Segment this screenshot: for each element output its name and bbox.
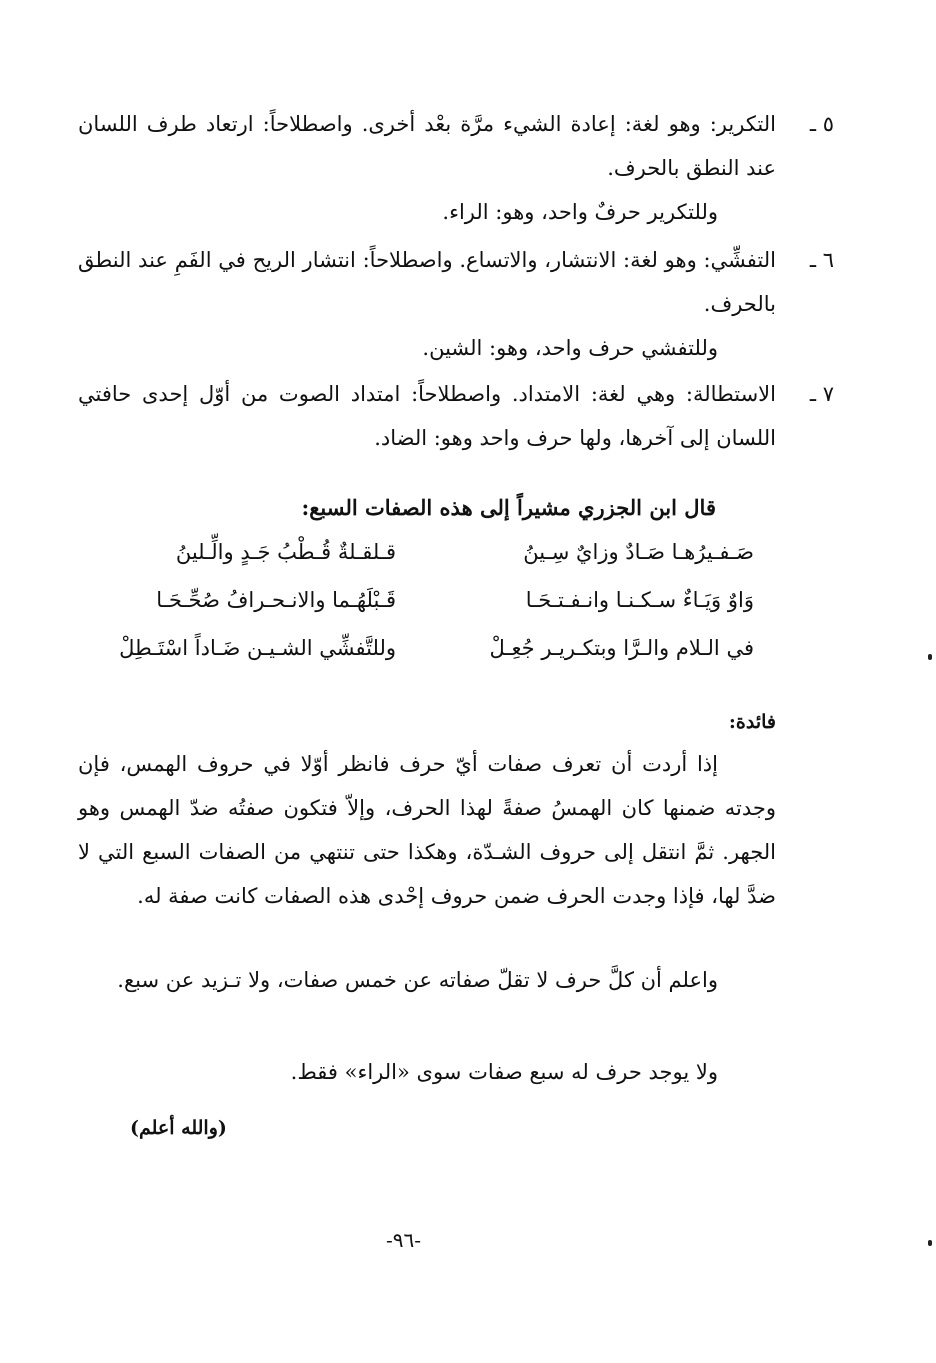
scan-speck bbox=[928, 654, 932, 660]
verse-1-second-hemistich: قـلقـلةٌ قُـطْبُ جَـدٍ والِّـلينُ bbox=[175, 540, 396, 564]
item-number: ٧ ـ bbox=[809, 382, 834, 406]
poem-heading: قال ابن الجزري مشيراً إلى هذه الصفات السبع: bbox=[301, 495, 716, 520]
item-definition: التفشِّي: وهو لغة: الانتشار، والاتساع. واصطلاحاً: انتشار الريح في الفَمِ عند النطق بالحرف. bbox=[78, 248, 776, 316]
scan-speck bbox=[928, 1240, 932, 1246]
verse-3-first-hemistich: في الـلام والـرَّا وبتكـريـر جُعِـلْ bbox=[489, 636, 754, 660]
paragraph-text: ولا يوجد حرف له سبع صفات سوى «الراء» فقط. bbox=[290, 1060, 718, 1084]
item-number: ٥ ـ bbox=[809, 112, 834, 136]
note-label: فائدة: bbox=[728, 711, 776, 733]
paragraph-2 bbox=[78, 958, 776, 1002]
verse-3-second-hemistich: وللتَّفشِّي الشـيـن ضَـاداً اسْتَـطِلْ bbox=[119, 636, 396, 660]
verse-1-first-hemistich: صَـفـيرُهـا صَـادٌ وزايٌ سِـينُ bbox=[523, 540, 754, 564]
closing-phrase: (والله أعلم) bbox=[130, 1117, 227, 1139]
list-item-istitala bbox=[78, 372, 834, 460]
item-number: ٦ ـ bbox=[809, 248, 834, 272]
paragraph-text: إذا أردت أن تعرف صفات أيّ حرف فانظر أوّلا في حروف الهمس، فإن وجدته ضمنها كان الهمسُ صفةً لهذا الحرف، وإلاّ فتكون صفتُه ضدّ الهمس وهو الجهر. ثمَّ انتقل إلى حروف الشـدّة، وهكذا حتى تنتهي من الصفات السبع التي لا ضدَّ لها، فإذا وجدت الحرف ضمن حروف إحْدى هذه الصفات كانت صفة له. bbox=[78, 752, 777, 908]
item-definition: الاستطالة: وهي لغة: الامتداد. واصطلاحاً: امتداد الصوت من أوّل إحدى حافتي اللسان إلى آخرها، ولها حرف واحد وهو: الضاد. bbox=[78, 382, 776, 450]
paragraph-1 bbox=[78, 742, 776, 918]
verse-2-first-hemistich: وَاوٌ وَيَـاءٌ سـكـنـا وانـفـتـحَـا bbox=[525, 588, 754, 612]
item-note: وللتفشي حرف واحد، وهو: الشين. bbox=[422, 336, 718, 360]
verse-2-second-hemistich: قَـبْلَهُـما والانـحـرافُ صُحِّـحَـا bbox=[156, 588, 396, 612]
item-note: وللتكرير حرفٌ واحد، وهو: الراء. bbox=[442, 200, 718, 224]
list-item-takrir bbox=[78, 102, 834, 234]
page-number: -٩٦- bbox=[386, 1228, 422, 1252]
list-item-tafashshi bbox=[78, 238, 834, 370]
paragraph-text: واعلم أن كلَّ حرف لا تقلّ صفاته عن خمس صفات، ولا تـزيد عن سبع. bbox=[117, 968, 718, 992]
item-definition: التكرير: وهو لغة: إعادة الشيء مرَّة بعْد أخرى. واصطلاحاً: ارتعاد طرف اللسان عند النطق بالحرف. bbox=[78, 112, 776, 180]
paragraph-3 bbox=[78, 1050, 776, 1094]
